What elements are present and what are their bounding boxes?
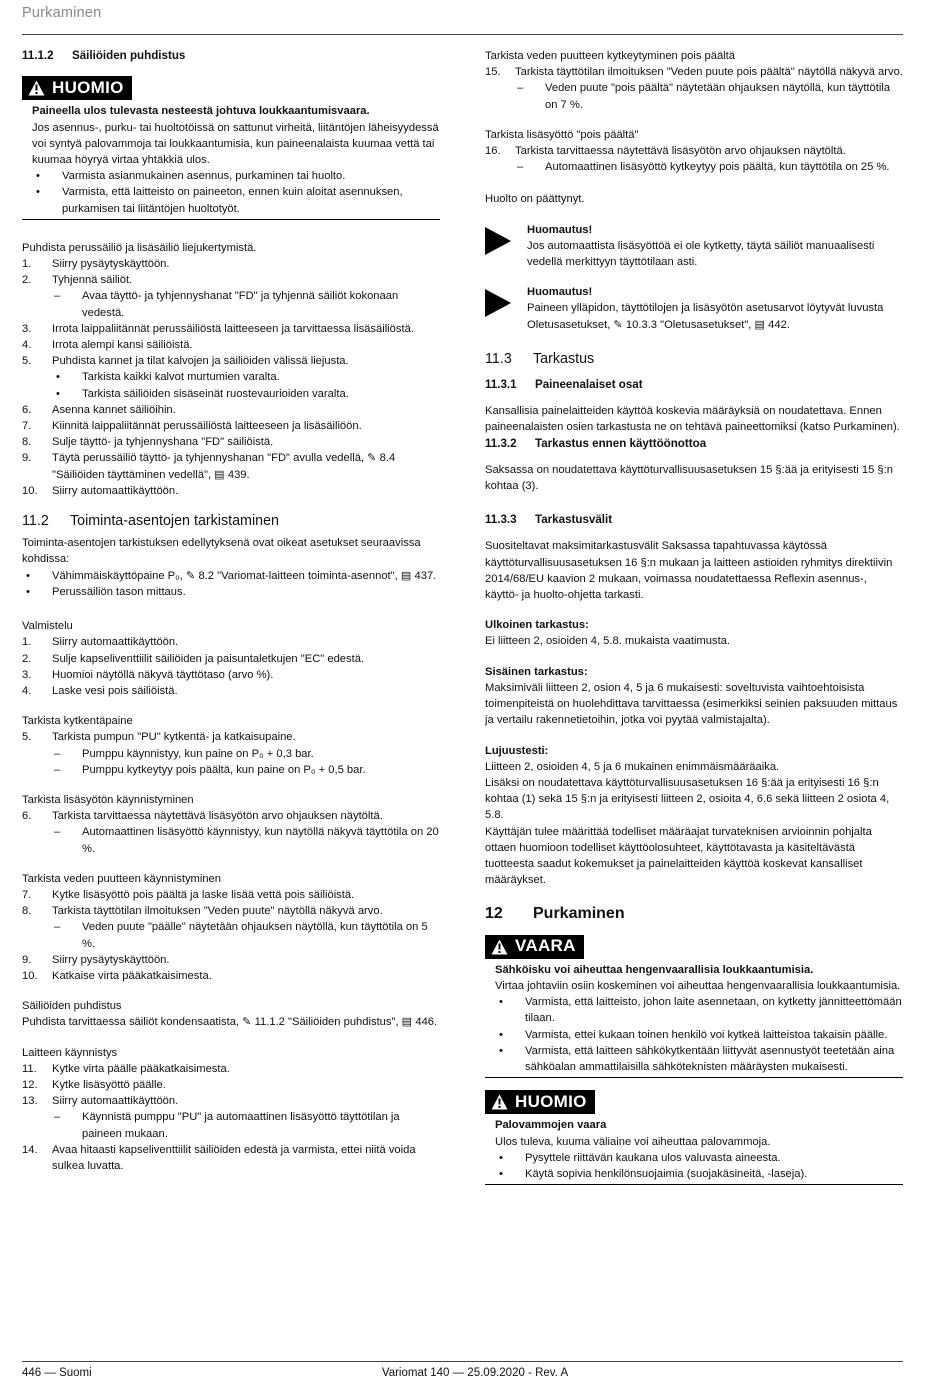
subheading-kytkentapaine: Tarkista kytkentäpaine	[22, 715, 133, 728]
cleaning-intro: Puhdista perussäiliö ja lisäsäiliö liejukertymistä.	[22, 241, 257, 254]
list-item: • Perussäiliön tason mittaus.	[26, 585, 186, 598]
huomio-badge: HUOMIO	[22, 76, 132, 100]
note-box: Huomautus! Jos automaattista lisäsyöttöä ei ole kytketty, täytä säiliöt manuaalisesti vedellä merkittyyn täyttötilaan asti.	[485, 222, 903, 271]
list-item: 1. Siirry automaattikäyttöön.	[22, 636, 179, 649]
list-item: 11. Kytke virta päälle pääkatkaisimesta.	[22, 1062, 230, 1075]
subheading-valmistelu: Valmistelu	[22, 620, 73, 633]
subheading-sisainen: Sisäinen tarkastus:	[485, 665, 588, 678]
subheading-lujuustesti: Lujuustesti:	[485, 744, 549, 757]
huomio-body: Jos asennus-, purku- tai huoltotöissä on sattunut virheitä, liitäntöjen läheisyydessä voi syntyä palovammoja tai loukkaantumisia, kun paineenalaista kuumaa vettä tai kuumaa höyryä virtaa yhtäkkiä ulos.	[32, 121, 439, 167]
list-item: – Käynnistä pumppu "PU" ja automaattinen lisäsyöttö täyttötilan ja paineen mukaan.	[54, 1111, 400, 1140]
paragraph: Liitteen 2, osioiden 4, 5 ja 6 mukainen enimmäismääräaika.	[485, 760, 780, 773]
list-item: 10. Siirry automaattikäyttöön.	[22, 484, 179, 497]
list-item: 3. Irrota laippaliitännät perussäiliöstä laitteeseen ja tarvittaessa lisäsäiliöstä.	[22, 322, 414, 335]
list-item: 15. Tarkista täyttötilan ilmoituksen "Veden puute pois päältä" näytöllä näkyvä arvo.	[485, 66, 903, 79]
vaara-title: Sähköisku voi aiheuttaa hengenvaarallisia loukkaantumisia.	[495, 963, 814, 976]
list-item: 6. Asenna kannet säiliöihin.	[22, 403, 176, 416]
vaara-bullet: • Varmista, ettei kukaan toinen henkilö voi kytkeä laitteistoa takaisin päälle.	[499, 1028, 888, 1041]
section-heading-11-3: 11.3 Tarkastus	[485, 350, 595, 367]
huomio-bullet: • Varmista, että laitteisto on paineeton, ennen kuin aloitat asennuksen, purkamisen tai liitäntöjen huoltotyöt.	[36, 186, 403, 215]
huomio-bullet: • Pysyttele riittävän kaukana ulos valuvasta aineesta.	[499, 1151, 781, 1164]
list-item: 4. Laske vesi pois säiliöistä.	[22, 684, 178, 697]
section-heading-11-3-3: 11.3.3 Tarkastusvälit	[485, 513, 613, 527]
paragraph: Maksimiväli liitteen 2, osion 4, 5 ja 6 mukaisesti: soveltuvista vaihtoehtoisista toimenpiteistä on huolehdittava tarvittaessa (esimerkiksi seinien paksuuden mittaus ja vertailu rakennetietoihin, jotka voi pyytää valmistajalta).	[485, 681, 898, 727]
huomio-title: Paineella ulos tulevasta nesteestä johtuva loukkaantumisvaara.	[32, 105, 370, 118]
paragraph: Kansallisia painelaitteiden käyttöä koskevia määräyksiä on noudatettava. Ennen paineenalaisten osien tarkastusta ne on tehtävä paineettomiksi (katso Purkaminen).	[485, 405, 900, 434]
vaara-bullet: • Varmista, että laitteisto, johon laite asennetaan, on kytketty jännitteettömään tilaan.	[499, 996, 902, 1025]
subheading-ulkoinen: Ulkoinen tarkastus:	[485, 619, 589, 632]
list-item: 3. Huomioi näytöllä näkyvä täyttötaso (arvo %).	[22, 668, 274, 681]
paragraph: Ei liitteen 2, osioiden 4, 5.8. mukaista vaatimusta.	[485, 635, 731, 648]
paragraph: Suositeltavat maksimitarkastusvälit Saksassa tapahtuvassa käytössä käyttöturvallisuusasetuksen 16 §:n mukaan ja laitteen astioiden ryhmitys direktiivin 2014/68/EU kaavion 2 mukaan, voimassa noudatettaessa Reflexin asennus-, käyttö- ja huolto-ohjetta tarkasti.	[485, 540, 893, 602]
list-item: 6. Tarkista tarvittaessa näytettävä lisäsyötön arvo ohjauksen näytöltä.	[22, 810, 383, 823]
paragraph: Saksassa on noudatettava käyttöturvallisuusasetuksen 15 §:ää ja erityisesti 15 §:n kohtaa (3).	[485, 463, 893, 493]
cross-reference[interactable]: Puhdista tarvittaessa säiliöt kondensaatista, ✎ 11.1.2 "Säiliöiden puhdistus", ▤ 446.	[22, 1016, 438, 1029]
s2-intro: Toiminta-asentojen tarkistuksen edellytyksenä ovat oikeat asetukset seuraavissa kohdissa:	[22, 537, 421, 566]
list-item: – Veden puute "pois päältä" näytetään ohjauksen näytöllä, kun täyttötila on 7 %.	[517, 82, 891, 111]
list-item: – Veden puute "päälle" näytetään ohjauksen näytöllä, kun täyttötila on 5 %.	[54, 921, 428, 950]
list-item: 10. Katkaise virta pääkatkaisimesta.	[22, 969, 212, 982]
right-column	[485, 48, 903, 1185]
huomio-warning-box	[485, 1090, 903, 1185]
list-item: 5. Tarkista pumpun "PU" kytkentä- ja katkaisupaine.	[22, 731, 296, 744]
subheading-lisasyotto-pois: Tarkista lisäsyöttö "pois päältä"	[485, 128, 639, 141]
section-heading-11-1-2: 11.1.2 Säiliöiden puhdistus	[22, 49, 186, 62]
vaara-warning-box	[485, 935, 903, 1079]
list-item: – Automaattinen lisäsyöttö käynnistyy, kun näytöllä näkyvä täyttötila on 20 %.	[54, 826, 439, 855]
subheading-laitteen-kaynnistys: Laitteen käynnistys	[22, 1046, 118, 1059]
huomio-title: Palovammojen vaara	[495, 1119, 607, 1132]
subheading-lisasyotto: Tarkista lisäsyötön käynnistyminen	[22, 793, 194, 806]
list-item: 8. Tarkista täyttötilan ilmoituksen "Veden puute" näytöllä näkyvä arvo.	[22, 905, 383, 918]
list-item: 2. Sulje kapseliventtiilit säiliöiden ja paisuntaletkujen "EC" edestä.	[22, 652, 365, 665]
vaara-badge: VAARA	[485, 935, 584, 959]
paragraph: Käyttäjän tulee määrittää todelliset määräajat turvateknisen arvioinnin pohjalta ottaen huomioon todelliset käyttöolosuhteet, käyttötavasta ja käsiteltävästä tuotteesta saadut kokemukset ja painelaitteiden käyttöä koskevat kansalliset määräykset.	[485, 825, 872, 887]
list-item[interactable]: 9. Täytä perussäiliö täyttö- ja tyhjennyshanan "FD" avulla vedellä, ✎ 8.4 "Säiliöiden täyttäminen vedellä", ▤ 439.	[22, 452, 396, 481]
note-box: Huomautus! Paineen ylläpidon, täyttötilojen ja lisäsyötön asetusarvot löytyvät luvusta Oletusasetukset, ✎ 10.3.3 "Oletusasetukset", ▤ 442.	[485, 284, 903, 333]
huomio-badge: HUOMIO	[485, 1090, 595, 1114]
list-item: 5. Puhdista kannet ja tilat kalvojen ja säiliöiden välissä liejusta.	[22, 355, 349, 368]
list-item: 1. Siirry pysäytyskäyttöön.	[22, 258, 170, 271]
subheading-sailioiden-puhdistus: Säiliöiden puhdistus	[22, 1000, 122, 1013]
section-heading-11-3-1: 11.3.1 Paineenalaiset osat	[485, 378, 643, 392]
list-item: 12. Kytke lisäsyöttö päälle.	[22, 1078, 166, 1091]
huomio-bullet: • Varmista asianmukainen asennus, purkaminen tai huolto.	[36, 170, 346, 183]
header-divider	[22, 34, 903, 35]
subheading-veden-puute-pois: Tarkista veden puutteen kytkeytyminen pois päältä	[485, 50, 735, 62]
footer-document-info: Variomat 140 — 25.09.2020 - Rev. A	[381, 1367, 569, 1379]
subheading-veden-puute: Tarkista veden puutteen käynnistyminen	[22, 872, 222, 885]
chapter-heading-12: 12 Purkaminen	[485, 905, 625, 923]
warning-triangle-icon	[491, 939, 508, 955]
huomio-body: Ulos tuleva, kuuma väliaine voi aiheuttaa palovammoja.	[495, 1135, 771, 1148]
section-heading-11-3-2: 11.3.2 Tarkastus ennen käyttöönottoa	[485, 436, 707, 450]
list-item: 2. Tyhjennä säiliöt.	[22, 274, 133, 287]
huomio-warning-box	[22, 76, 440, 220]
list-item: – Pumppu käynnistyy, kun paine on P₀ + 0,3 bar.	[54, 747, 314, 760]
footer-page-number: 446 — Suomi	[22, 1367, 92, 1379]
list-item: – Automaattinen lisäsyöttö kytkeytyy pois päältä, kun täyttötila on 25 %.	[517, 161, 890, 174]
maintenance-done: Huolto on päättynyt.	[485, 193, 585, 206]
footer-divider	[22, 1361, 903, 1362]
list-item: – Avaa täyttö- ja tyhjennyshanat "FD" ja tyhjennä säiliöt kokonaan vedestä.	[54, 290, 399, 319]
list-item: 14. Avaa hitaasti kapseliventtiilit säiliöiden edestä ja varmista, ettei niitä voida sulkea luvatta.	[22, 1143, 416, 1172]
list-item: 4. Irrota alempi kansi säiliöistä.	[22, 339, 193, 352]
list-item: • Tarkista kaikki kalvot murtumien varalta.	[56, 371, 280, 384]
vaara-body: Virtaa johtaviin osiin koskeminen voi aiheuttaa hengenvaarallisia loukkaantumisia.	[495, 979, 901, 992]
list-item: – Pumppu kytkeytyy pois päältä, kun paine on P₀ + 0,5 bar.	[54, 763, 366, 776]
warning-triangle-icon	[491, 1094, 508, 1110]
huomio-bullet: • Käytä sopivia henkilönsuojaimia (suojakäsineitä, -laseja).	[499, 1167, 808, 1180]
paragraph: Lisäksi on noudatettava käyttöturvallisuusasetuksen 16 §:ää ja erityisesti 16 §:n kohtaa (1) sekä 15 §:n ja erityisesti liitteen 2, osioita 4, 6.6 sekä liitteen 2 osiota 4, 5.8.	[485, 776, 890, 822]
list-item: • Tarkista säiliöiden sisäseinät ruostevaurioiden varalta.	[56, 387, 349, 400]
cleaning-steps-list	[22, 256, 440, 499]
list-item: 9. Siirry pysäytyskäyttöön.	[22, 953, 170, 966]
list-item: 7. Kiinnitä laippaliitännät perussäiliöstä laitteeseen ja lisäsäiliöön.	[22, 420, 362, 433]
list-item: 7. Kytke lisäsyöttö pois päältä ja laske lisää vettä pois säiliöistä.	[22, 888, 355, 901]
left-column	[22, 48, 440, 1174]
vaara-bullet: • Varmista, että laitteen sähkökytkentään liittyvät asennustyöt teetetään aina sähköalan ammattilaisilla sähköteknisten määräysten mukaisesti.	[499, 1044, 895, 1073]
warning-triangle-icon	[28, 80, 45, 96]
list-item[interactable]: • Vähimmäiskäyttöpaine P₀, ✎ 8.2 "Variomat-laitteen toiminta-asennot", ▤ 437.	[26, 569, 437, 582]
page-header-title: Purkaminen	[22, 5, 102, 21]
cross-reference[interactable]: Paineen ylläpidon, täyttötilojen ja lisäsyötön asetusarvot löytyvät luvusta Oletusasetukset, ✎ 10.3.3 "Oletusasetukset", ▤ 442.	[527, 302, 884, 331]
section-heading-11-2: 11.2 Toiminta-asentojen tarkistaminen	[22, 513, 279, 530]
list-item: 16. Tarkista tarvittaessa näytettävä lisäsyötön arvo ohjauksen näytöltä.	[485, 145, 846, 158]
arrow-right-icon	[485, 227, 511, 255]
list-item: 8. Sulje täyttö- ja tyhjennyshana "FD" säiliöistä.	[22, 436, 274, 449]
list-item: 13. Siirry automaattikäyttöön.	[22, 1095, 179, 1108]
arrow-right-icon	[485, 289, 511, 317]
